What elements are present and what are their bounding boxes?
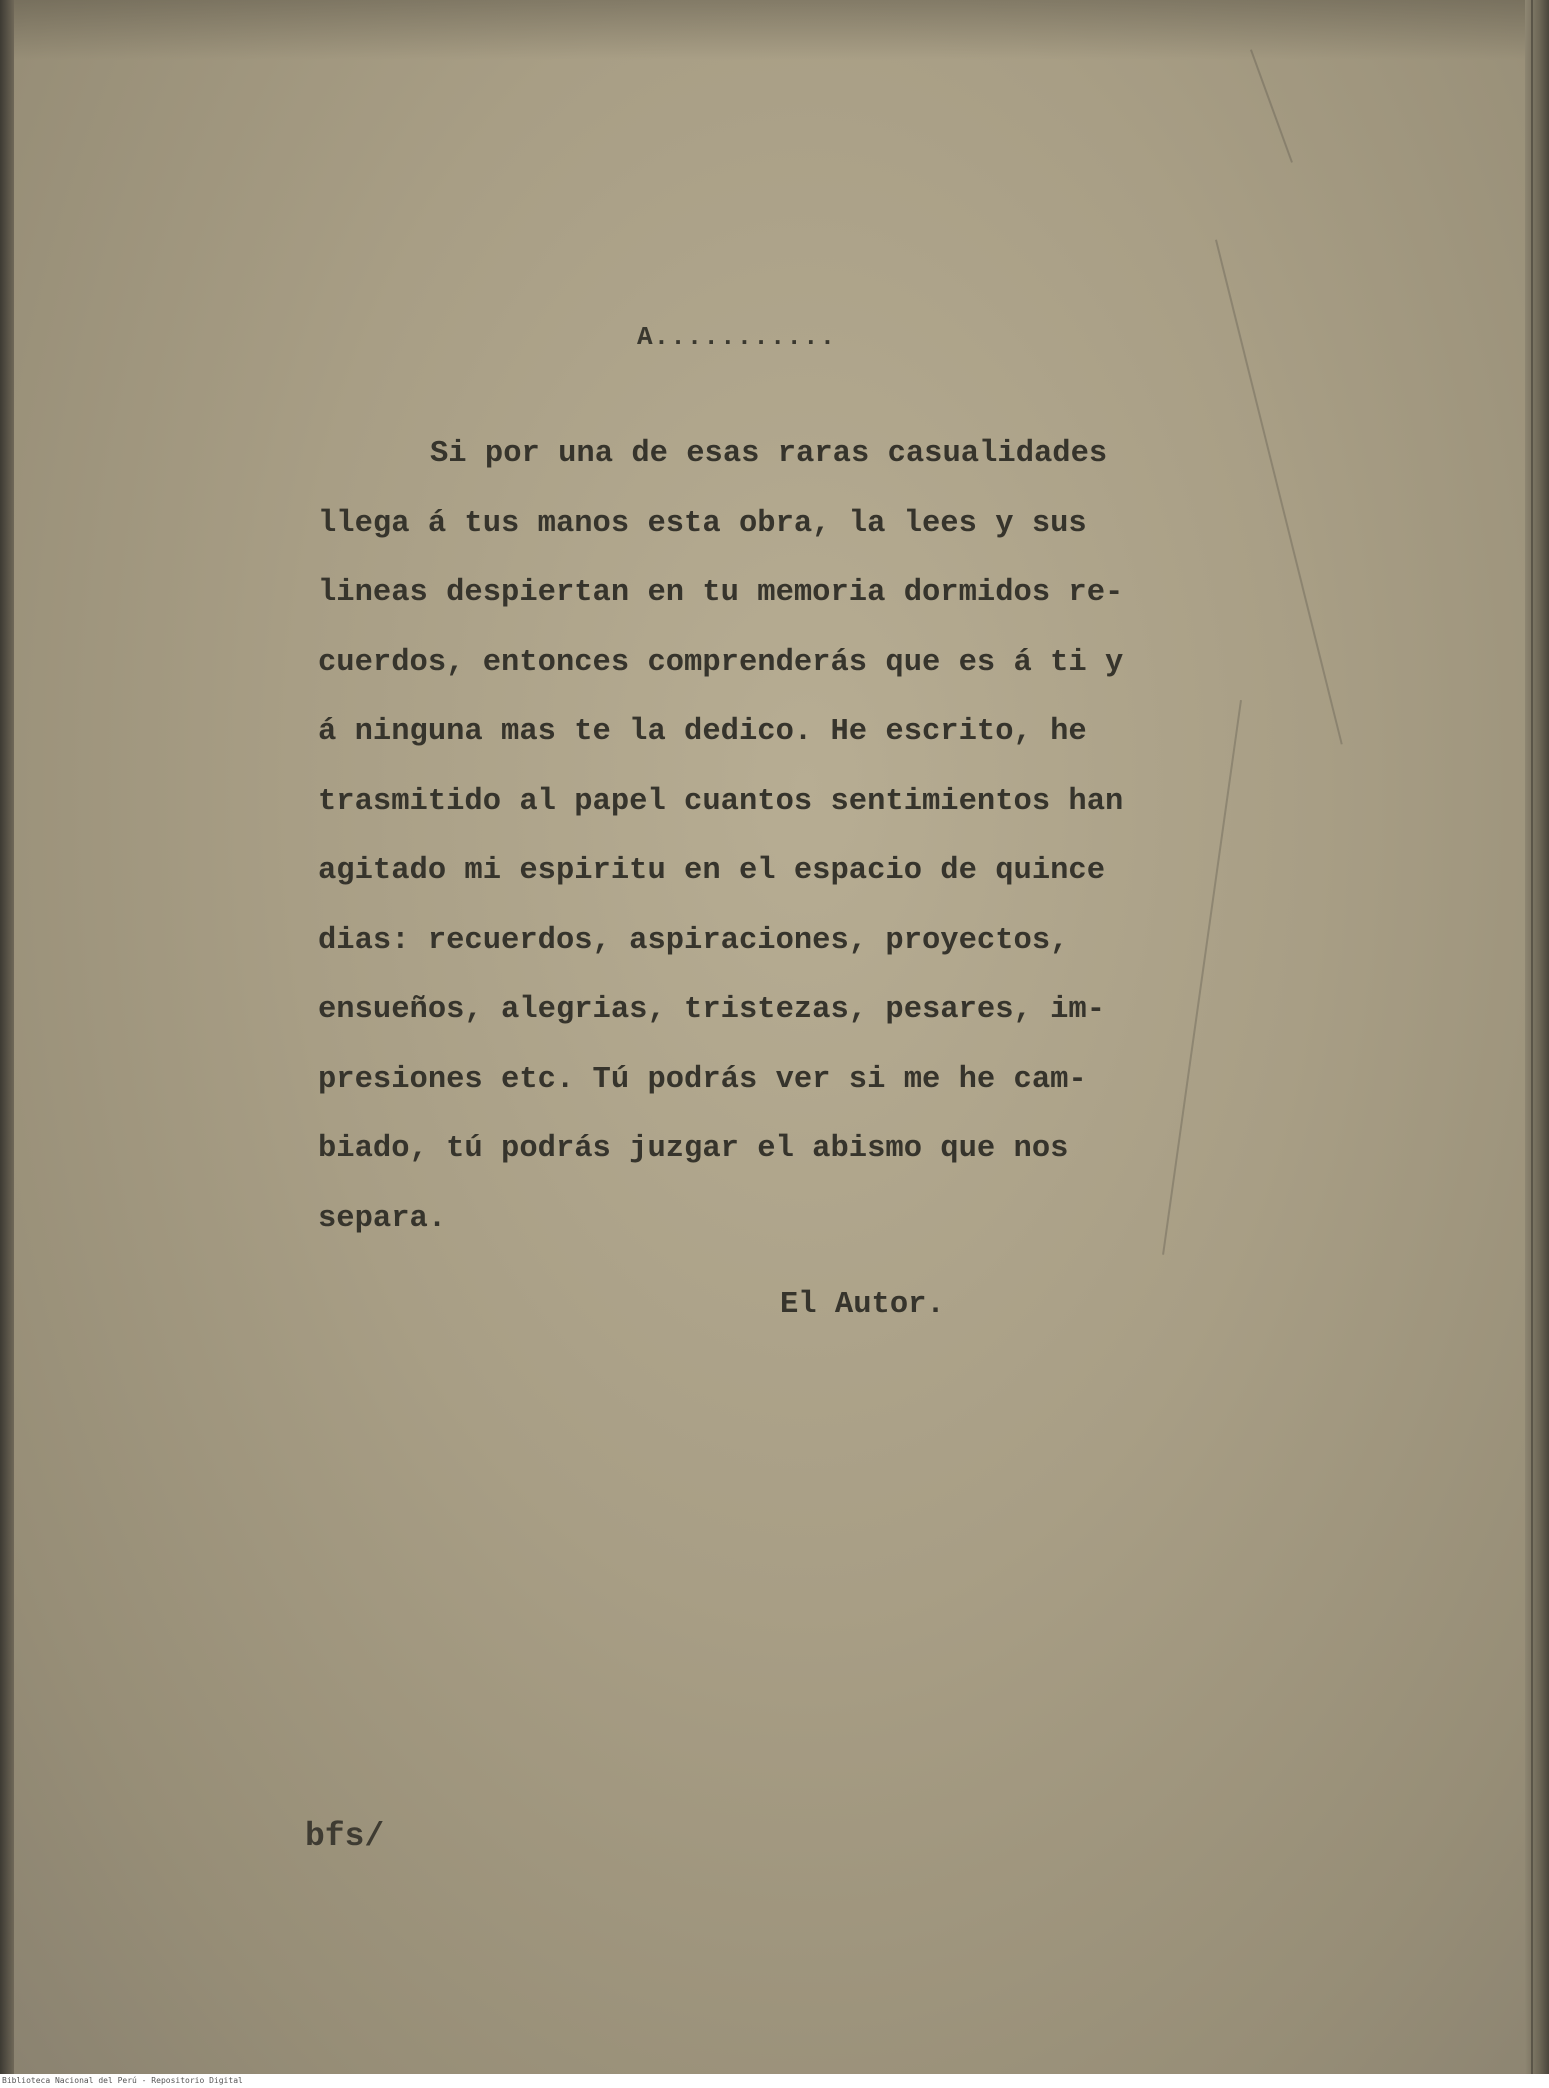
body-line: lineas despiertan en tu memoria dormidos re- <box>318 576 1124 610</box>
top-shadow <box>0 0 1549 60</box>
body-line: dias: recuerdos, aspiraciones, proyectos, <box>318 923 1069 958</box>
body-line: presiones etc. Tú podrás ver si me he cam- <box>318 1062 1087 1097</box>
left-binding-edge <box>0 0 14 2074</box>
body-line: agitado mi espiritu en el espacio de quince <box>318 854 1106 888</box>
body-line: á ninguna mas te la dedico. He escrito, he <box>318 715 1087 749</box>
dedication-body <box>318 420 1238 1254</box>
body-line: cuerdos, entonces comprenderás que es á ti y <box>318 645 1124 680</box>
body-line: ensueños, alegrias, tristezas, pesares, im- <box>318 993 1106 1027</box>
typist-initials: bfs/ <box>305 1818 385 1855</box>
paper-crease <box>1250 49 1293 162</box>
body-line: Si por una de esas raras casualidades <box>430 437 1108 471</box>
body-line: biado, tú podrás juzgar el abismo que nos <box>318 1132 1069 1166</box>
scan-caption: Biblioteca Nacional del Perú - Repositorio Digital <box>2 2076 243 2085</box>
dedication-heading: A........... <box>637 322 837 352</box>
author-signature: El Autor. <box>780 1288 945 1322</box>
body-line: separa. <box>318 1201 447 1236</box>
body-line: llega á tus manos esta obra, la lees y sus <box>318 506 1087 541</box>
body-line: trasmitido al papel cuantos sentimientos han <box>318 784 1124 819</box>
right-page-edge <box>1525 0 1549 2074</box>
